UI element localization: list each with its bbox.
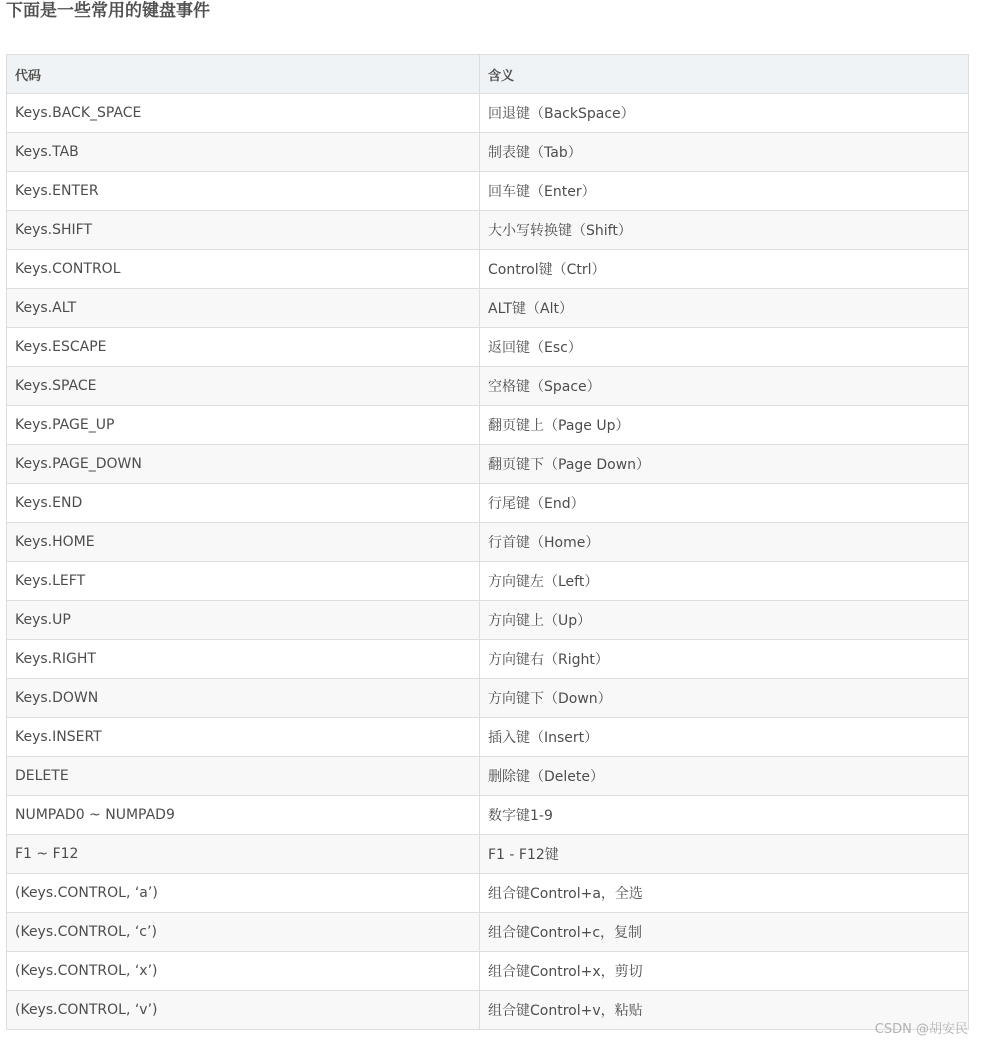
table-row	[7, 835, 969, 874]
key-meaning-cell: 返回键（Esc）	[480, 328, 969, 367]
key-meaning-cell: ALT键（Alt）	[480, 289, 969, 328]
key-meaning-cell: 方向键右（Right）	[480, 640, 969, 679]
key-code-cell: Keys.END	[7, 484, 480, 523]
key-meaning-cell: 组合键Control+a，全选	[480, 874, 969, 913]
key-code-cell: Keys.PAGE_UP	[7, 406, 480, 445]
key-meaning-cell: 方向键左（Left）	[480, 562, 969, 601]
table-row	[7, 991, 969, 1030]
key-code-cell: (Keys.CONTROL, ‘x’)	[7, 952, 480, 991]
key-code-cell: Keys.ESCAPE	[7, 328, 480, 367]
key-meaning-cell: 翻页键下（Page Down）	[480, 445, 969, 484]
key-code-cell: Keys.INSERT	[7, 718, 480, 757]
table-row	[7, 562, 969, 601]
section-heading: 下面是一些常用的键盘事件	[6, 1, 210, 21]
table-row	[7, 445, 969, 484]
key-meaning-cell: 回退键（BackSpace）	[480, 94, 969, 133]
key-meaning-cell: 制表键（Tab）	[480, 133, 969, 172]
table-row	[7, 952, 969, 991]
key-code-cell: NUMPAD0 ~ NUMPAD9	[7, 796, 480, 835]
table-row	[7, 289, 969, 328]
key-code-cell: Keys.SPACE	[7, 367, 480, 406]
key-meaning-cell: 行尾键（End）	[480, 484, 969, 523]
key-code-cell: Keys.HOME	[7, 523, 480, 562]
table-row	[7, 250, 969, 289]
key-code-cell: (Keys.CONTROL, ‘c’)	[7, 913, 480, 952]
table-row	[7, 172, 969, 211]
key-code-cell: Keys.CONTROL	[7, 250, 480, 289]
key-meaning-cell: 回车键（Enter）	[480, 172, 969, 211]
key-code-cell: Keys.UP	[7, 601, 480, 640]
csdn-watermark: CSDN @胡安民	[874, 1022, 968, 1037]
key-meaning-cell: 空格键（Space）	[480, 367, 969, 406]
key-code-cell: Keys.SHIFT	[7, 211, 480, 250]
key-meaning-cell: 组合键Control+x，剪切	[480, 952, 969, 991]
key-meaning-cell: F1 - F12键	[480, 835, 969, 874]
key-meaning-cell: 数字键1-9	[480, 796, 969, 835]
table-row	[7, 133, 969, 172]
key-code-cell: Keys.BACK_SPACE	[7, 94, 480, 133]
table-row	[7, 718, 969, 757]
column-header-code: 代码	[7, 55, 480, 94]
key-code-cell: Keys.PAGE_DOWN	[7, 445, 480, 484]
key-meaning-cell: 删除键（Delete）	[480, 757, 969, 796]
table-row	[7, 913, 969, 952]
table-row	[7, 640, 969, 679]
table-row	[7, 484, 969, 523]
key-code-cell: (Keys.CONTROL, ‘a’)	[7, 874, 480, 913]
key-code-cell: Keys.LEFT	[7, 562, 480, 601]
column-header-meaning: 含义	[480, 55, 969, 94]
table-row	[7, 328, 969, 367]
table-body	[7, 94, 969, 1030]
key-meaning-cell: Control键（Ctrl）	[480, 250, 969, 289]
key-meaning-cell: 组合键Control+c，复制	[480, 913, 969, 952]
table-row	[7, 406, 969, 445]
table-row	[7, 796, 969, 835]
key-meaning-cell: 大小写转换键（Shift）	[480, 211, 969, 250]
key-code-cell: (Keys.CONTROL, ‘v’)	[7, 991, 480, 1030]
key-meaning-cell: 方向键上（Up）	[480, 601, 969, 640]
key-meaning-cell: 组合键Control+v，粘贴	[480, 991, 969, 1030]
table-row	[7, 757, 969, 796]
key-meaning-cell: 翻页键上（Page Up）	[480, 406, 969, 445]
table-row	[7, 601, 969, 640]
key-code-cell: Keys.DOWN	[7, 679, 480, 718]
table-row	[7, 211, 969, 250]
table-row	[7, 679, 969, 718]
table-header-row	[7, 55, 969, 94]
key-code-cell: Keys.ALT	[7, 289, 480, 328]
table-row	[7, 874, 969, 913]
key-meaning-cell: 插入键（Insert）	[480, 718, 969, 757]
key-code-cell: Keys.TAB	[7, 133, 480, 172]
table-row	[7, 94, 969, 133]
key-meaning-cell: 方向键下（Down）	[480, 679, 969, 718]
table-row	[7, 523, 969, 562]
key-code-cell: DELETE	[7, 757, 480, 796]
keyboard-events-table	[6, 54, 969, 1030]
key-code-cell: F1 ~ F12	[7, 835, 480, 874]
table-row	[7, 367, 969, 406]
key-code-cell: Keys.RIGHT	[7, 640, 480, 679]
key-meaning-cell: 行首键（Home）	[480, 523, 969, 562]
key-code-cell: Keys.ENTER	[7, 172, 480, 211]
